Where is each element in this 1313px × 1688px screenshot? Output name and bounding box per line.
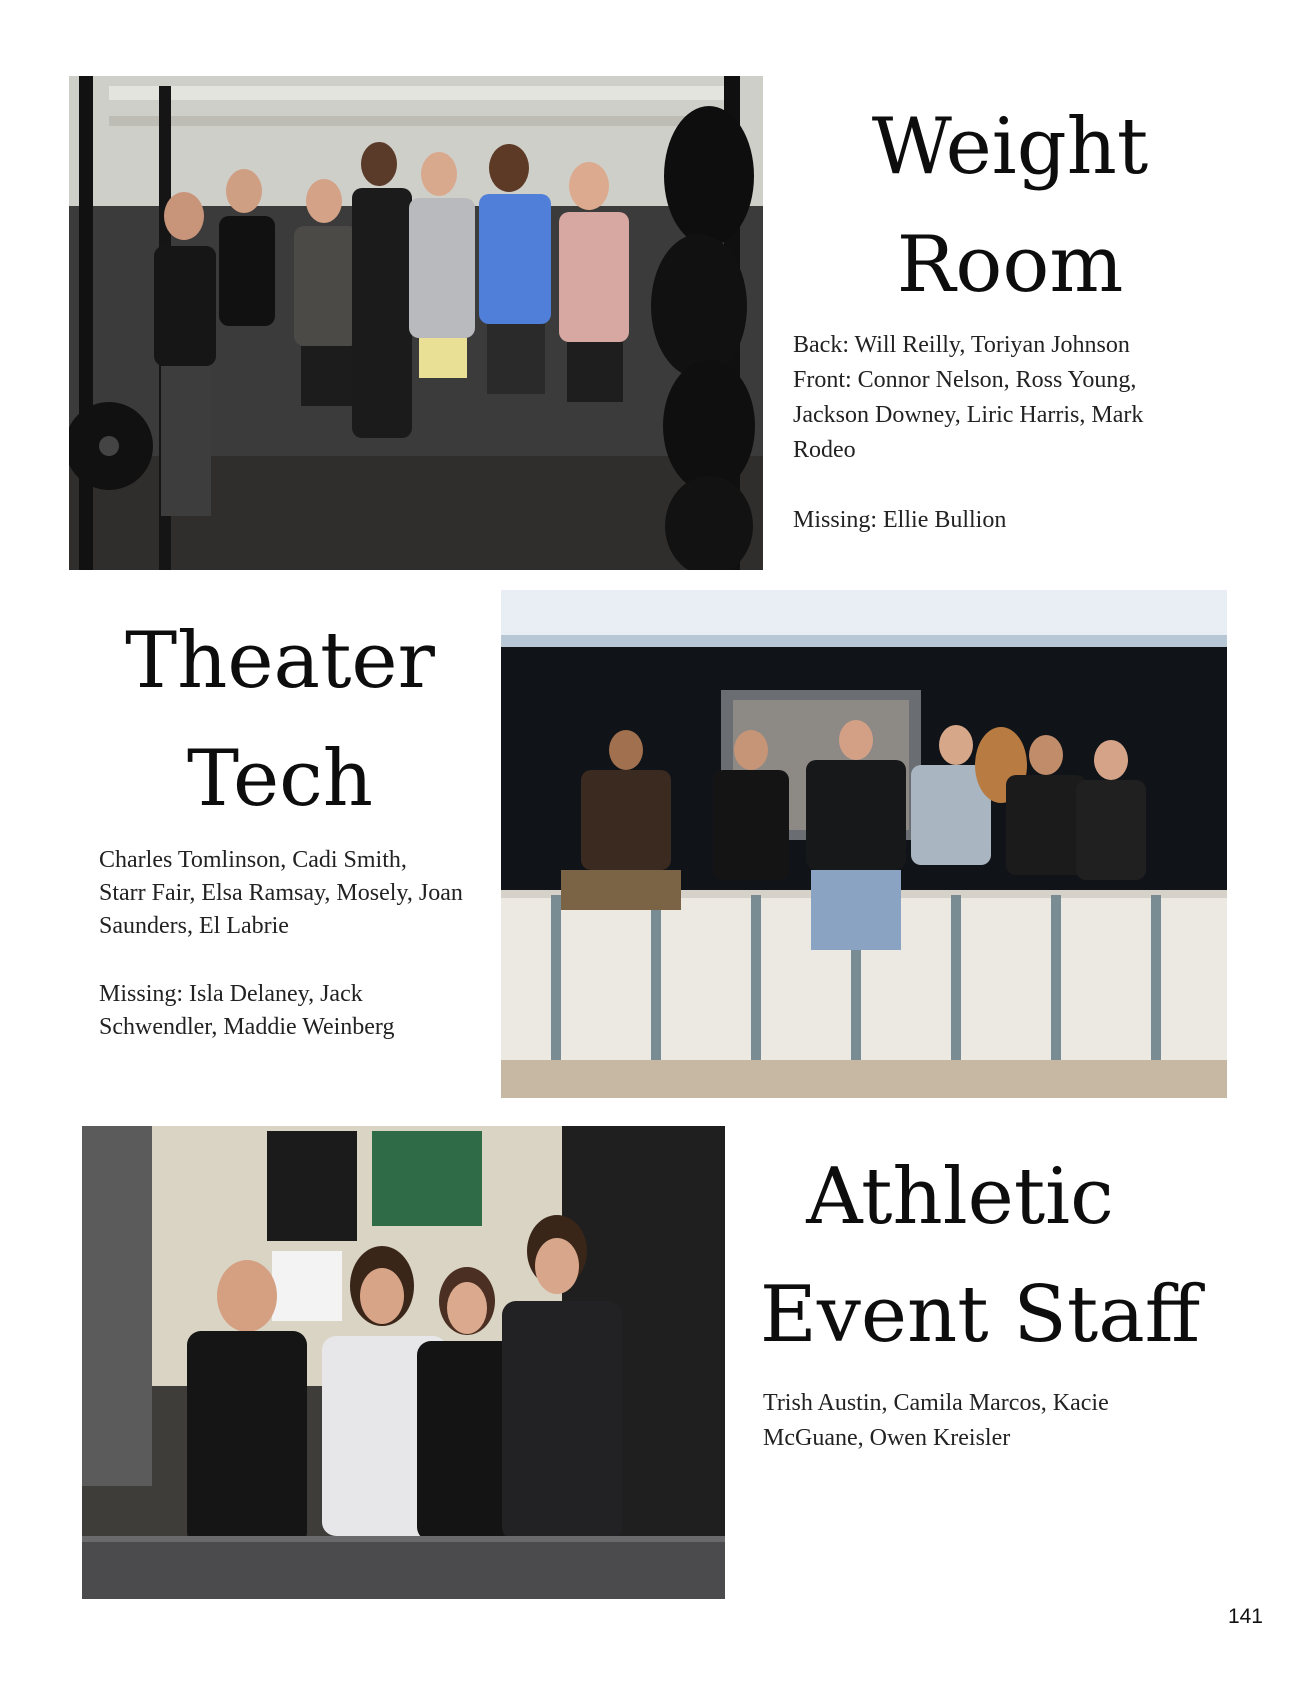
weight-room-caption bbox=[793, 328, 1233, 538]
page-number: 141 bbox=[1227, 1605, 1263, 1628]
weight-room-caption-line: Jackson Downey, Liric Harris, Mark bbox=[793, 402, 1144, 428]
theater-tech-title bbox=[90, 602, 470, 838]
weight-room-title-line2: Room bbox=[896, 220, 1124, 310]
theater-tech-title-line1: Theater bbox=[125, 616, 435, 706]
athletic-event-staff-caption-line: McGuane, Owen Kreisler bbox=[763, 1425, 1011, 1451]
theater-tech-caption-line: Starr Fair, Elsa Ramsay, Mosely, Joan bbox=[99, 880, 463, 906]
athletic-event-staff-title-line1: Athletic bbox=[806, 1152, 1114, 1242]
weight-room-missing: Missing: Ellie Bullion bbox=[793, 507, 1007, 533]
athletic-event-staff-photo bbox=[82, 1126, 725, 1599]
weight-room-caption-line: Back: Will Reilly, Toriyan Johnson bbox=[793, 332, 1130, 358]
theater-tech-title-line2: Tech bbox=[186, 734, 374, 824]
athletic-event-staff-title bbox=[740, 1138, 1220, 1374]
weight-room-title-line1: Weight bbox=[871, 102, 1149, 192]
weight-room-caption-line: Rodeo bbox=[793, 437, 856, 463]
theater-tech-missing-line: Schwendler, Maddie Weinberg bbox=[99, 1014, 395, 1040]
weight-room-photo bbox=[69, 76, 763, 570]
theater-tech-missing-line: Missing: Isla Delaney, Jack bbox=[99, 981, 363, 1007]
weight-room-caption-line: Front: Connor Nelson, Ross Young, bbox=[793, 367, 1137, 393]
theater-tech-caption-line: Charles Tomlinson, Cadi Smith, bbox=[99, 847, 407, 873]
theater-tech-photo bbox=[501, 590, 1227, 1098]
theater-tech-caption bbox=[99, 844, 499, 1044]
athletic-event-staff-title-line2: Event Staff bbox=[759, 1270, 1201, 1360]
athletic-event-staff-caption bbox=[763, 1386, 1213, 1456]
weight-room-title bbox=[820, 88, 1200, 324]
athletic-event-staff-caption-line: Trish Austin, Camila Marcos, Kacie bbox=[763, 1390, 1109, 1416]
theater-tech-caption-line: Saunders, El Labrie bbox=[99, 913, 289, 939]
